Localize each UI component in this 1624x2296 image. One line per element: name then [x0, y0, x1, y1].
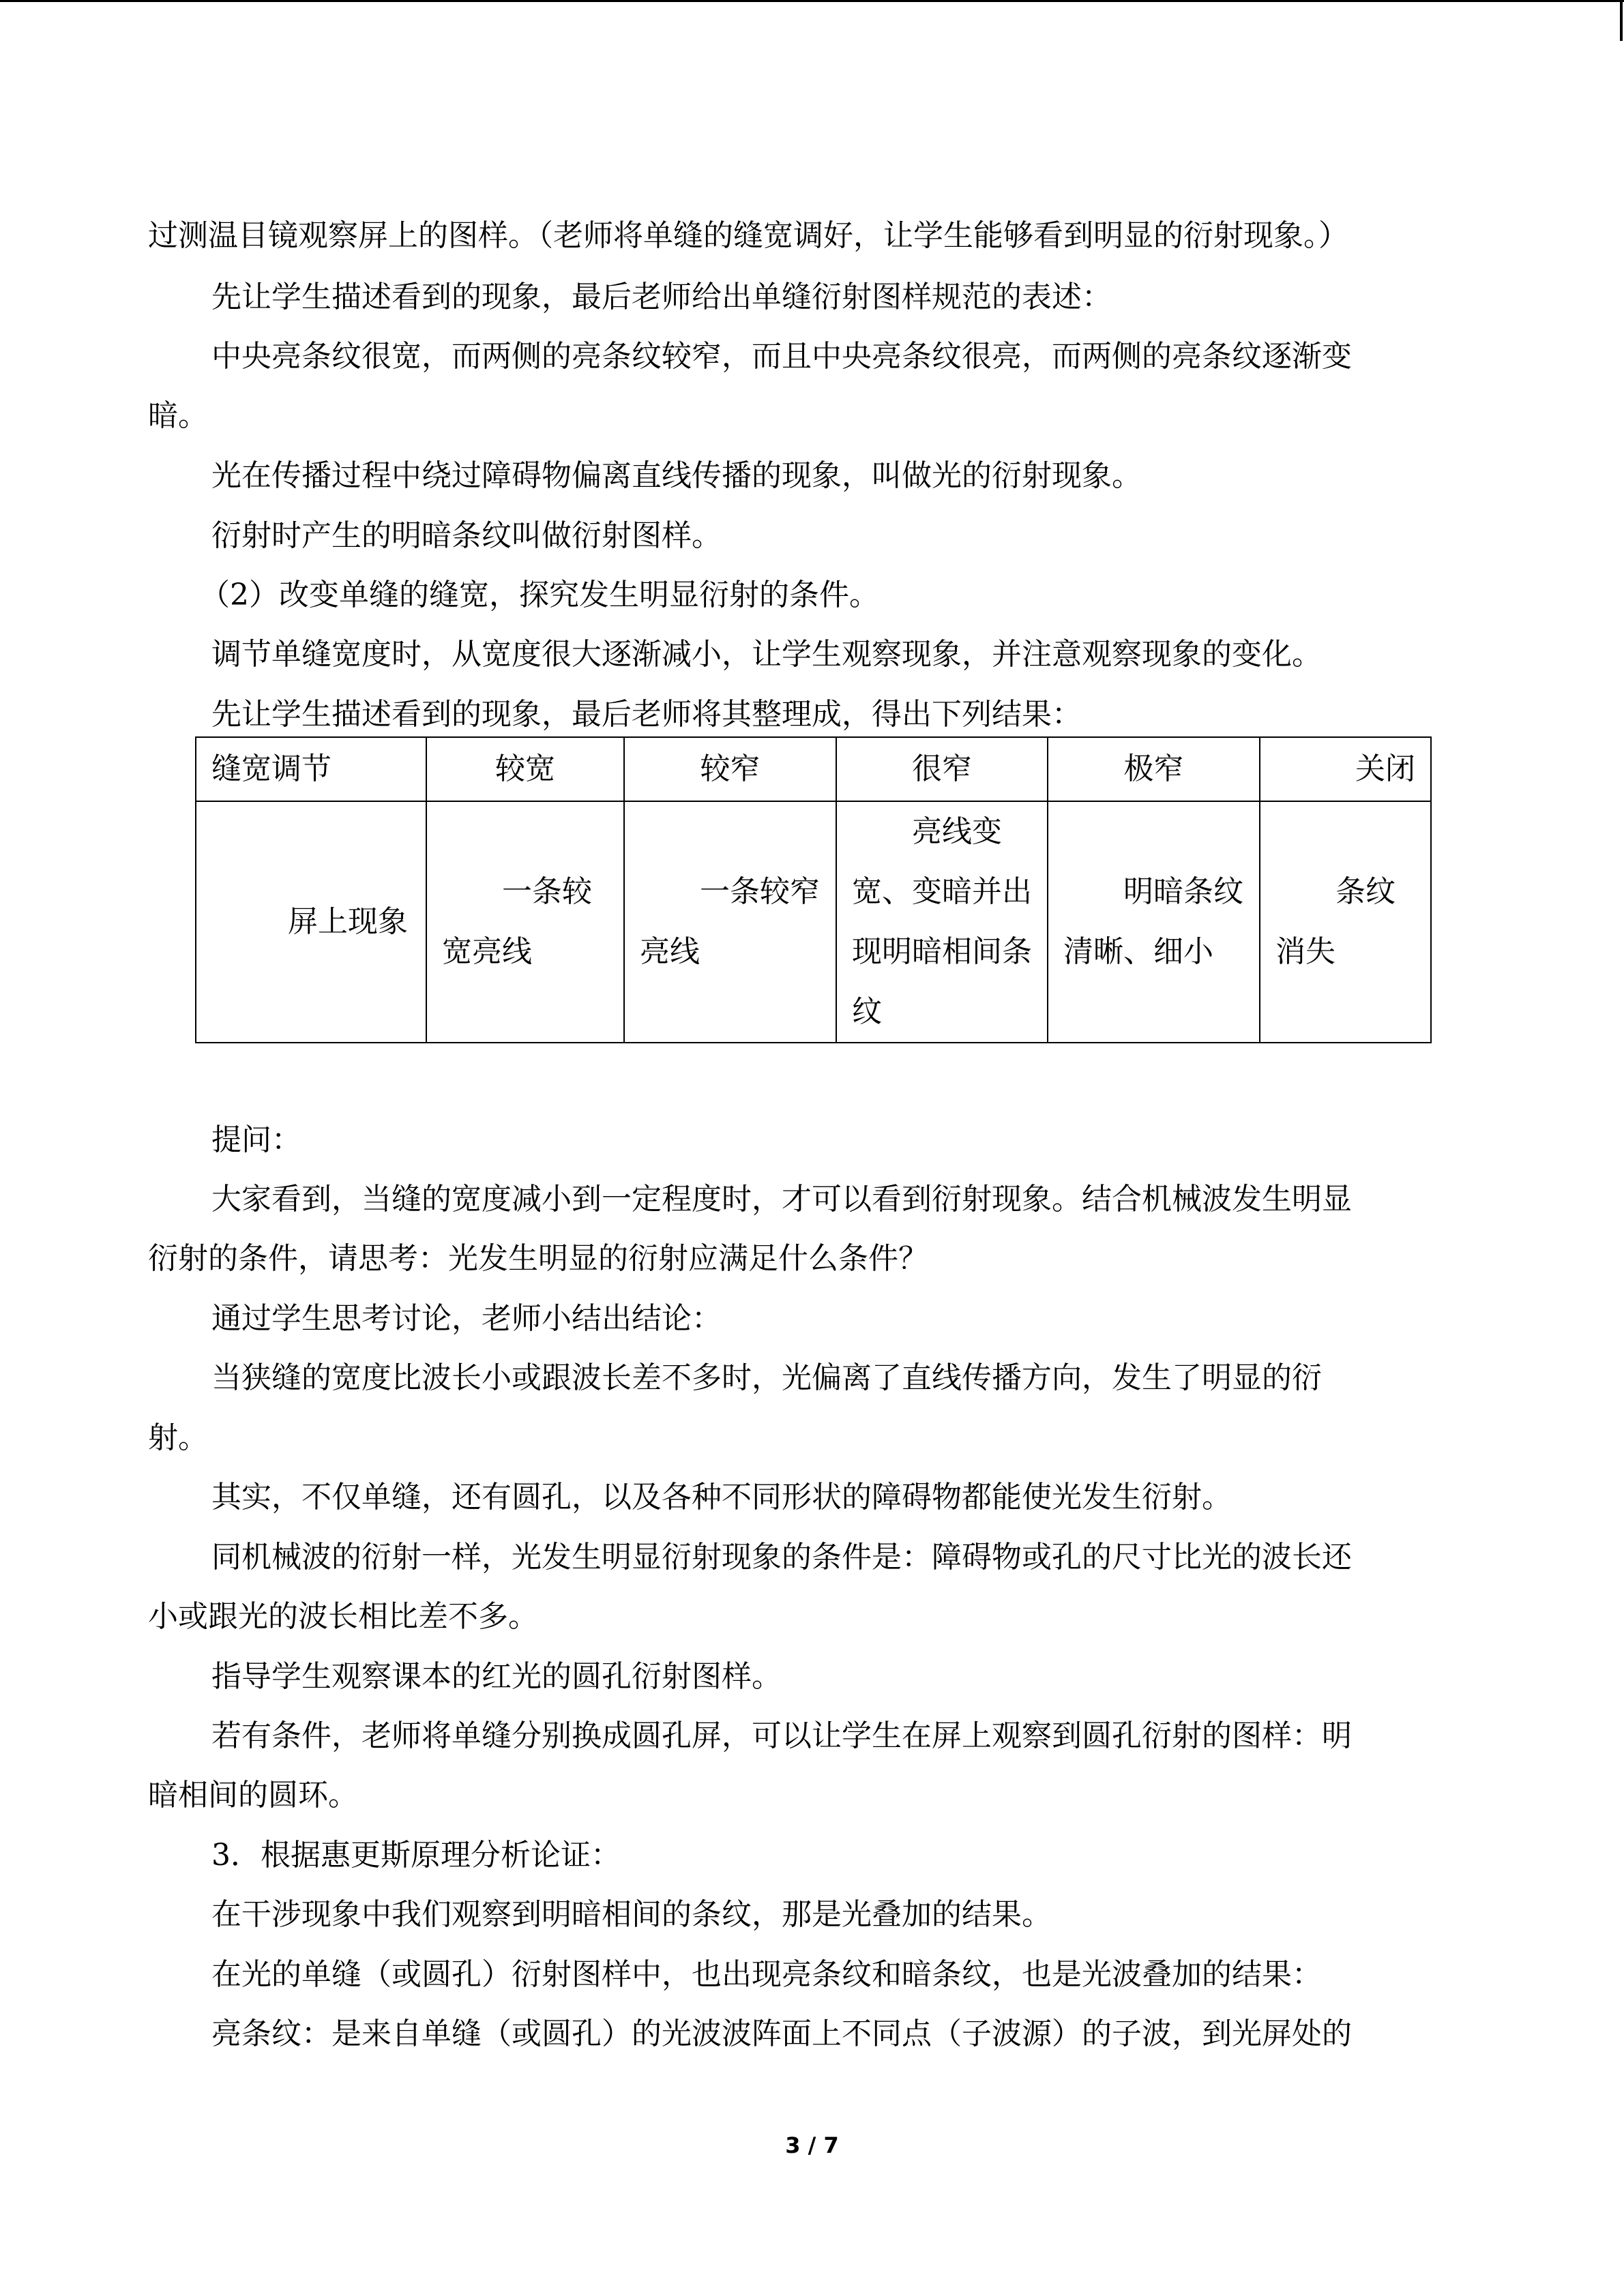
paragraph-line: 射。: [148, 1420, 208, 1455]
page-number: 3 / 7: [785, 2132, 839, 2158]
table-cell: 条纹消失: [1260, 801, 1431, 1043]
right-border-mark: [1620, 0, 1623, 41]
results-table: [195, 736, 1432, 1043]
paragraph-line: 衍射的条件，请思考：光发生明显的衍射应满足什么条件？: [148, 1241, 928, 1276]
paragraph-line: 指导学生观察课本的红光的圆孔衍射图样。: [211, 1659, 782, 1694]
top-border-line: [0, 0, 1624, 2]
table-cell: 一条较窄亮线: [624, 801, 836, 1043]
table-cell: 一条较宽亮线: [426, 801, 624, 1043]
table-header-cell: 很窄: [836, 737, 1048, 801]
paragraph-line: 同机械波的衍射一样，光发生明显衍射现象的条件是：障碍物或孔的尺寸比光的波长还: [211, 1540, 1352, 1575]
paragraph-line: 提问：: [211, 1122, 301, 1157]
paragraph-line: 先让学生描述看到的现象，最后老师给出单缝衍射图样规范的表述：: [211, 280, 1112, 314]
paragraph-line: 亮条纹：是来自单缝（或圆孔）的光波波阵面上不同点（子波源）的子波，到光屏处的: [211, 2016, 1352, 2051]
table-header-row: [196, 737, 1431, 801]
paragraph-line: 通过学生思考讨论，老师小结出结论：: [211, 1301, 722, 1336]
table-cell: 屏上现象: [196, 801, 426, 1043]
paragraph-line: 先让学生描述看到的现象，最后老师将其整理成，得出下列结果：: [211, 697, 1082, 732]
paragraph-line: 大家看到，当缝的宽度减小到一定程度时，才可以看到衍射现象。结合机械波发生明显: [211, 1182, 1352, 1217]
paragraph-line: 调节单缝宽度时，从宽度很大逐渐减小，让学生观察现象，并注意观察现象的变化。: [211, 637, 1322, 672]
paragraph-line: 衍射时产生的明暗条纹叫做衍射图样。: [211, 518, 722, 553]
paragraph-line: 当狭缝的宽度比波长小或跟波长差不多时，光偏离了直线传播方向，发生了明显的衍: [211, 1360, 1322, 1395]
table-header-cell: 缝宽调节: [196, 737, 426, 801]
paragraph-line: 在干涉现象中我们观察到明暗相间的条纹，那是光叠加的结果。: [211, 1897, 1052, 1932]
paragraph-line: 暗。: [148, 398, 208, 433]
paragraph-line: 过测温目镜观察屏上的图样。（老师将单缝的缝宽调好，让学生能够看到明显的衍射现象。）: [148, 218, 1348, 253]
table-header-cell: 极窄: [1048, 737, 1260, 801]
paragraph-line: 中央亮条纹很宽，而两侧的亮条纹较窄，而且中央亮条纹很亮，而两侧的亮条纹逐渐变: [211, 339, 1352, 374]
paragraph-line: 小或跟光的波长相比差不多。: [148, 1599, 538, 1634]
paragraph-line: 在光的单缝（或圆孔）衍射图样中，也出现亮条纹和暗条纹，也是光波叠加的结果：: [211, 1957, 1322, 1992]
table-header-cell: 较宽: [426, 737, 624, 801]
paragraph-line: 光在传播过程中绕过障碍物偏离直线传播的现象，叫做光的衍射现象。: [211, 458, 1142, 493]
paragraph-line: 暗相间的圆环。: [148, 1778, 358, 1813]
paragraph-line: 若有条件，老师将单缝分别换成圆孔屏，可以让学生在屏上观察到圆孔衍射的图样：明: [211, 1718, 1352, 1753]
table-header-cell: 较窄: [624, 737, 836, 801]
table-cell: 亮线变宽、变暗并出现明暗相间条纹: [836, 801, 1048, 1043]
section-heading: 3．根据惠更斯原理分析论证：: [211, 1838, 621, 1873]
section-heading: （2）改变单缝的缝宽，探究发生明显衍射的条件。: [200, 578, 879, 612]
paragraph-line: 其实，不仅单缝，还有圆孔，以及各种不同形状的障碍物都能使光发生衍射。: [211, 1480, 1232, 1515]
table-cell: 明暗条纹清晰、细小: [1048, 801, 1260, 1043]
table-row: [196, 801, 1431, 1043]
table-header-cell: 关闭: [1260, 737, 1431, 801]
